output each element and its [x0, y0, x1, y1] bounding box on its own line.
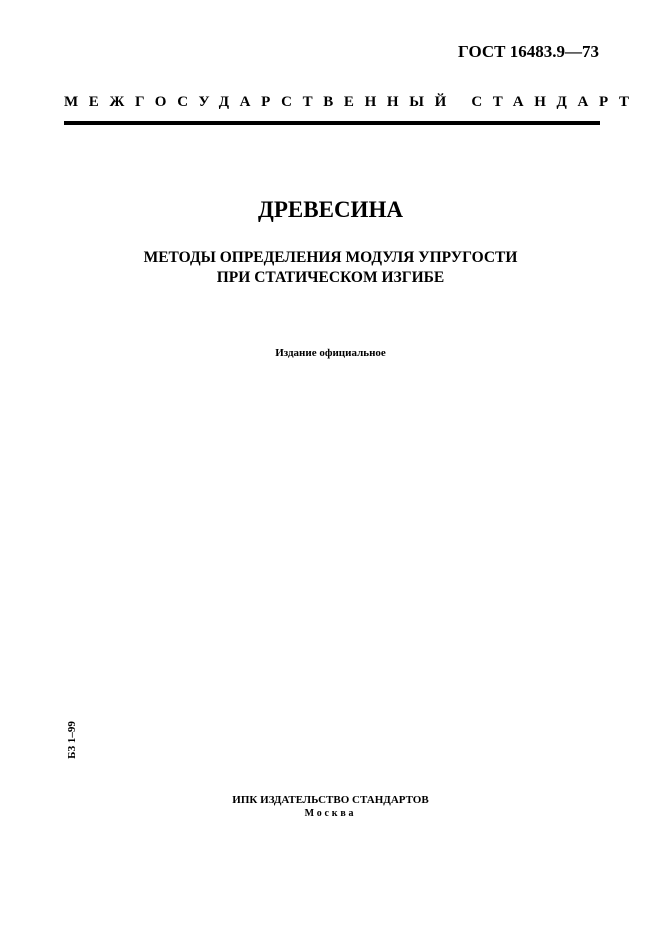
gost-number: ГОСТ 16483.9—73: [458, 42, 599, 61]
document-subtitle: [0, 248, 661, 288]
standard-label: МЕЖГОСУДАРСТВЕННЫЙ СТАНДАРТ: [64, 94, 640, 110]
document-title: ДРЕВЕСИНА: [258, 197, 403, 222]
side-code: БЗ 1–99: [66, 721, 78, 759]
subtitle-line-2: ПРИ СТАТИЧЕСКОМ ИЗГИБЕ: [216, 269, 445, 286]
edition-label: Издание официальное: [275, 347, 386, 359]
subtitle-line-1: МЕТОДЫ ОПРЕДЕЛЕНИЯ МОДУЛЯ УПРУГОСТИ: [143, 249, 518, 266]
publisher: ИПК ИЗДАТЕЛЬСТВО СТАНДАРТОВ: [232, 794, 429, 806]
publisher-city: Москва: [304, 808, 357, 819]
header-rule: [64, 121, 600, 125]
